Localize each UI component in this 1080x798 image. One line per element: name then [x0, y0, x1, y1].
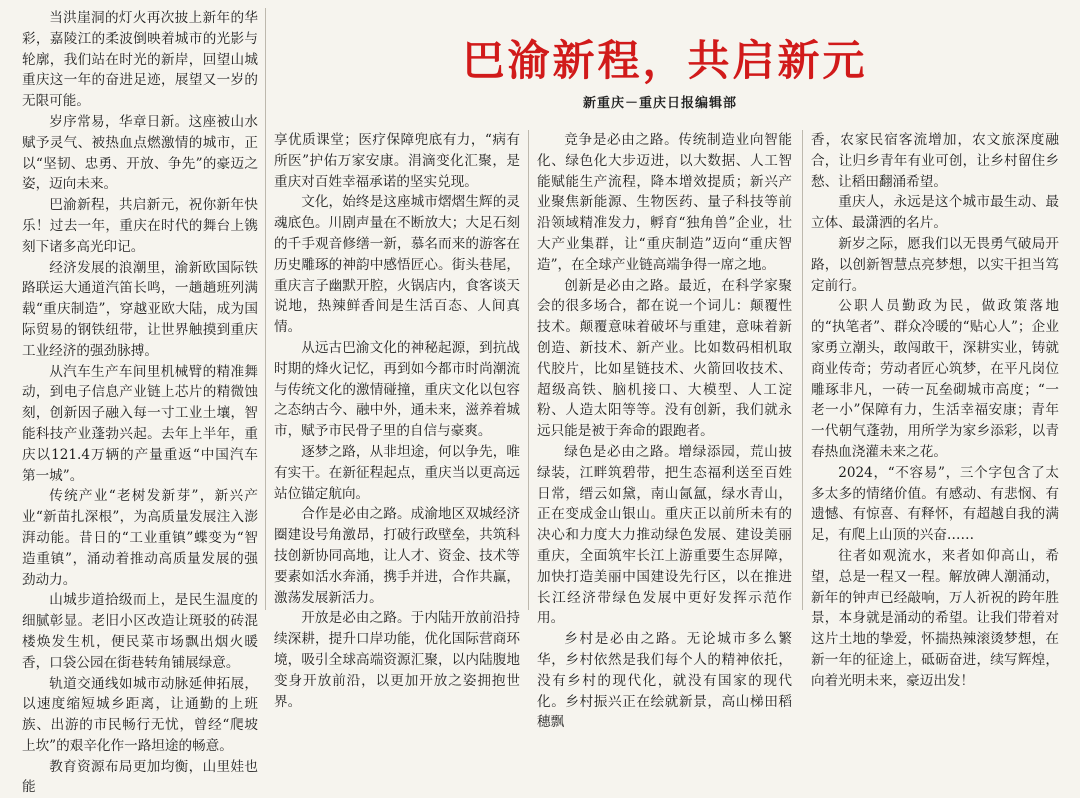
paragraph: 绿色是必由之路。增绿添园，荒山披绿装，江畔筑碧带，把生态福利送至百姓日常，缙云如黛，南山氤氲，绿水青山，正在变成金山银山。重庆正以前所未有的决心和力度大力推动绿色发展、建设美丽重庆，全面筑牢长江上游重要生态屏障，加快打造美丽中国建设先行区，以在推进长江经济带绿色发展中更好发挥示范作用。 — [537, 443, 792, 627]
paragraph: 公职人员勤政为民，做政策落地的“执笔者”、群众冷暖的“贴心人”；企业家勇立潮头，敢闯敢干，深耕实业，铸就商业传奇；劳动者匠心筑梦，在平凡岗位雕琢非凡，一砖一瓦垒砌城市高度；“一老一小”保障有力，生活幸福安康；青年一代朝气蓬勃，用所学为家乡添彩，以青春热血浇灌未来之花。 — [811, 298, 1059, 460]
paragraph: 竞争是必由之路。传统制造业向智能化、绿色化大步迈进，以大数据、人工智能赋能生产流程，降本增效提质；新兴产业聚焦新能源、生物医药、量子科技等前沿领域精准发力，孵育“独角兽”企业，壮大产业集群，让“重庆制造”迈向“重庆智造”，在全球产业链高端争得一席之地。 — [537, 132, 792, 273]
paragraph: 往者如观流水，来者如仰高山，希望，总是一程又一程。解放碑人潮涌动，新年的钟声已经敲响，万人祈祝的跨年胜景，本身就是涌动的希望。让我们带着对这片土地的挚爱，怀揣热辣滚烫梦想，在新一年的征途上，砥砺奋进，续写辉煌，向着光明未来，豪迈出发！ — [811, 547, 1059, 689]
byline: 新重庆－重庆日报编辑部 — [582, 96, 737, 111]
column-divider — [802, 130, 803, 610]
paragraph: 传统产业“老树发新芽”，新兴产业“新苗扎深根”，为高质量发展注入澎湃动能。昔日的“工业重镇”蝶变为“智造重镇”，涌动着推动高质量发展的强劲动力。 — [22, 488, 258, 588]
paragraph: 2024，“不容易”，三个字包含了太多太多的情绪价值。有感动、有悲悯、有遗憾、有惊喜、有释怀，有超越自我的满足，有爬上山顶的兴奋…… — [811, 464, 1059, 544]
paragraph: 逐梦之路，从非坦途，何以争先，唯有实干。在新征程起点，重庆当以更高远站位锚定航向。 — [274, 443, 520, 502]
paragraph: 教育资源布局更加均衡，山里娃也能 — [22, 758, 258, 796]
paragraph: 从远古巴渝文化的神秘起源，到抗战时期的烽火记忆，再到如今都市时尚潮流与传统文化的激情碰撞，重庆文化以包容之态纳古今、融中外，通未来，滋养着城市，赋予市民骨子里的自信与豪爽。 — [274, 339, 520, 440]
article-column-2 — [274, 130, 520, 710]
paragraph: 岁序常易，华章日新。这座被山水赋予灵气、被热血点燃激情的城市，正以“坚韧、忠勇、开放、争先”的豪迈之姿，迈向未来。 — [22, 113, 258, 193]
paragraph: 新岁之际，愿我们以无畏勇气破局开路，以创新智慧点亮梦想，以实干担当笃定前行。 — [811, 235, 1059, 294]
article-column-1 — [22, 8, 258, 796]
paragraph: 经济发展的浪潮里，渝新欧国际铁路联运大通道汽笛长鸣，一趟趟班列满载“重庆制造”，穿越亚欧大陆，成为国际贸易的钢铁纽带，让世界触摸到重庆工业经济的强劲脉搏。 — [22, 259, 258, 359]
paragraph: 轨道交通线如城市动脉延伸拓展，以速度缩短城乡距离，让通勤的上班族、出游的市民畅行无忧，曾经“爬坡上坎”的艰辛化作一路坦途的畅意。 — [22, 675, 258, 754]
paragraph: 开放是必由之路。于内陆开放前沿持续深耕，提升口岸功能，优化国际营商环境，吸引全球高端资源汇聚，以内陆腹地变身开放前沿，以更加开放之姿拥抱世界。 — [274, 610, 520, 710]
paragraph: 重庆人，永远是这个城市最生动、最立体、最潇洒的名片。 — [811, 194, 1059, 232]
paragraph-continued: 香，农家民宿客流增加，农文旅深度融合，让归乡青年有业可创，让乡村留住乡愁、让稻田翻涌希望。 — [811, 132, 1059, 190]
article-column-3 — [537, 130, 792, 731]
paragraph: 创新是必由之路。最近，在科学家聚会的很多场合，都在说一个词儿：颠覆性技术。颠覆意味着破坏与重建，意味着新创造、新技术、新产业。比如数码相机取代胶片，比如星链技术、火箭回收技术、超级高铁、脑机接口、大模型、人工淀粉、人造太阳等等。没有创新，我们就永远只能是被于奔命的跟跑者。 — [537, 277, 792, 440]
headline: 巴渝新程，共启新元 — [462, 36, 868, 85]
paragraph: 山城步道拾级而上，是民生温度的细腻彰显。老旧小区改造让斑驳的砖混楼焕发生机，便民菜市场飘出烟火暖香，口袋公园在街巷转角铺展绿意。 — [22, 592, 258, 671]
column-divider — [528, 130, 529, 610]
paragraph: 乡村是必由之路。无论城市多么繁华，乡村依然是我们每个人的精神依托，没有乡村的现代化，就没有国家的现代化。乡村振兴正在绘就新景，高山梯田稻穗飘 — [537, 631, 792, 731]
paragraph: 当洪崖洞的灯火再次披上新年的华彩，嘉陵江的柔波倒映着城市的光影与轮廓，我们站在时光的新岸，回望山城重庆这一年的奋进足迹，展望又一岁的无限可能。 — [22, 10, 258, 110]
article-column-4 — [811, 130, 1059, 689]
paragraph: 巴渝新程，共启新元，祝你新年快乐！过去一年，重庆在时代的舞台上镌刻下诸多高光印记。 — [22, 197, 258, 255]
paragraph: 文化，始终是这座城市熠熠生辉的灵魂底色。川剧声量在不断放大；大足石刻的千手观音修缮一新，慕名而来的游客在历史雕琢的神韵中感悟匠心。街头巷尾，重庆言子幽默开腔，火锅店内，食客谈天说地，热辣鲜香间是生活百态、人间真情。 — [274, 194, 520, 336]
paragraph: 从汽车生产车间里机械臂的精准舞动，到电子信息产业链上芯片的精微蚀刻，创新因子融入每一寸工业土壤，智能科技产业蓬勃兴起。去年上半年，重庆以121.4万辆的产量重返“中国汽车第一城”。 — [22, 363, 258, 484]
paragraph: 合作是必由之路。成渝地区双城经济圈建设号角激昂，打破行政壁垒，共筑科技创新协同高地，让人才、资金、技术等要素如活水奔涌，携手并进，合作共赢，激荡发展新活力。 — [274, 506, 520, 606]
paragraph-continued: 享优质课堂；医疗保障兜底有力，“病有所医”护佑万家安康。涓滴变化汇聚，是重庆对百姓幸福承诺的坚实兑现。 — [274, 132, 520, 190]
column-divider — [265, 8, 266, 610]
